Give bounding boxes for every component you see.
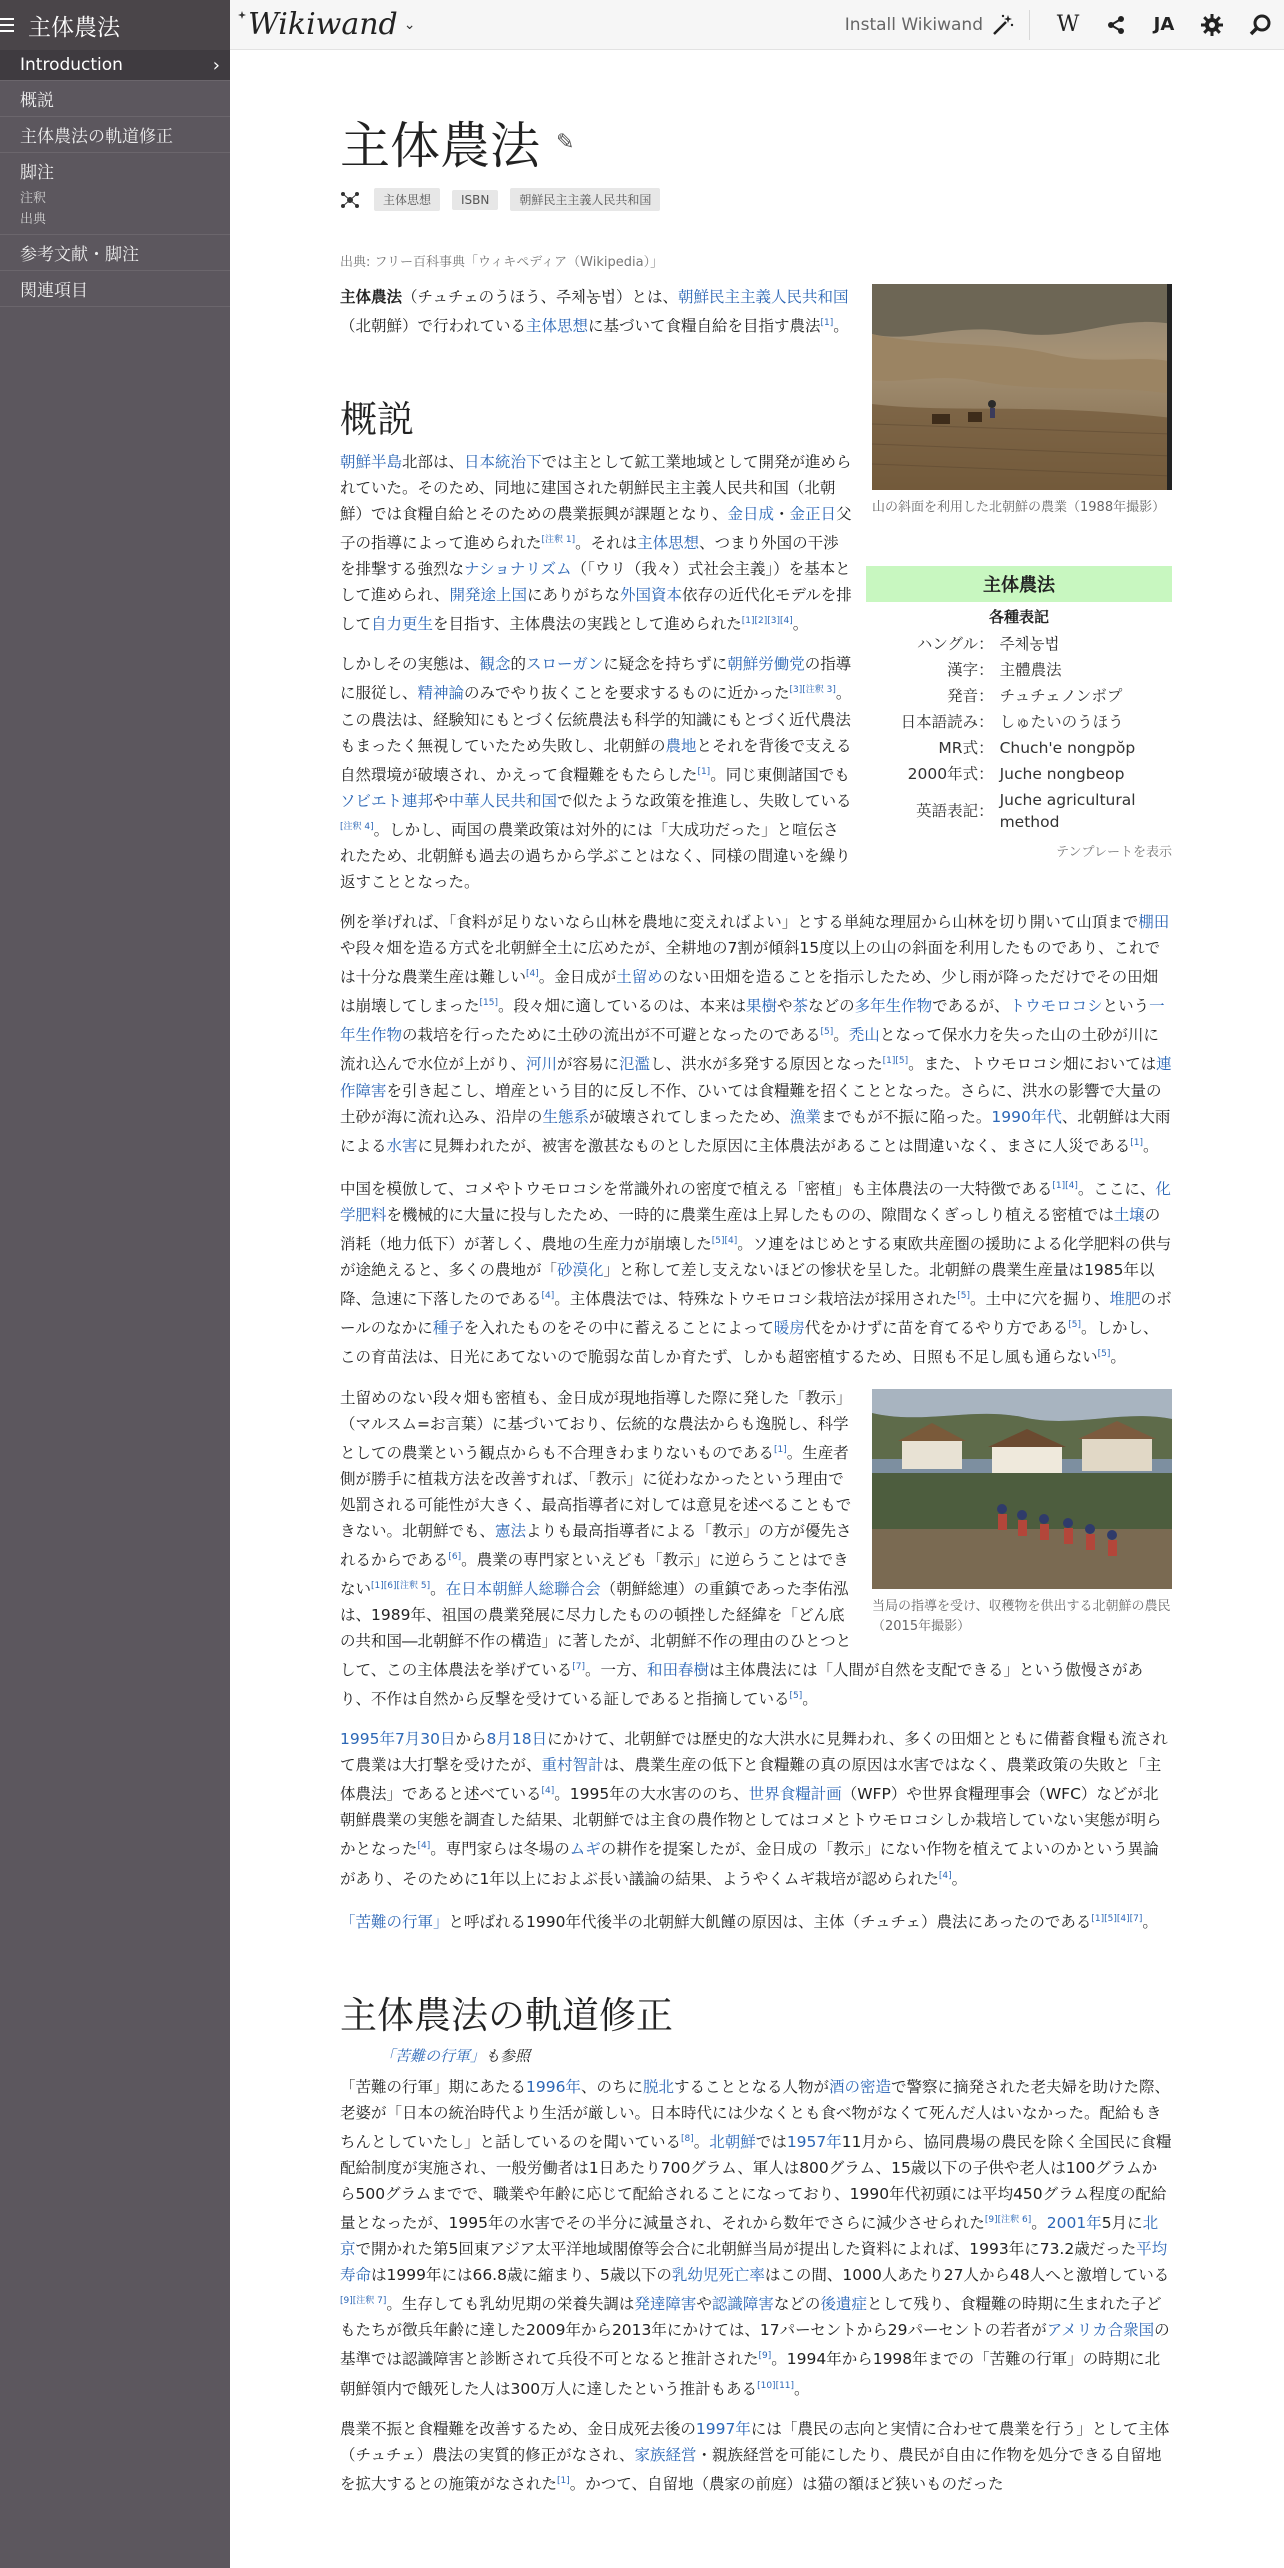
tag-chip[interactable]: 主体思想 xyxy=(374,188,440,211)
infobox-value: 主體農法 xyxy=(999,661,1062,679)
text: 、つまり外国の干渉を排撃する強烈な xyxy=(340,534,839,579)
link[interactable]: 「苦難の行軍」 xyxy=(340,1912,449,1931)
sidebar-title[interactable]: 主体農法 xyxy=(28,14,120,41)
link[interactable]: スローガン xyxy=(526,655,604,674)
page-title-text: 主体農法 xyxy=(340,117,540,175)
infobox-subtitle: 各種表記 xyxy=(988,608,1049,626)
link[interactable]: 認識障害 xyxy=(711,2295,774,2314)
text: 。また、トウモロコシ畑においては xyxy=(908,1055,1157,1074)
link[interactable]: 連作障害 xyxy=(340,1055,1172,1100)
toc-item-related[interactable] xyxy=(0,271,230,307)
text: 。同じ東側諸国でも xyxy=(710,765,850,784)
infobox xyxy=(866,566,1172,860)
paragraph xyxy=(340,1173,1172,1371)
link[interactable]: 金日成 xyxy=(727,505,775,524)
toc-item-overview[interactable] xyxy=(0,81,230,117)
infobox-key: 日本語読み： xyxy=(900,713,994,731)
link[interactable]: 外国資本 xyxy=(619,586,682,605)
link[interactable]: 後遺症 xyxy=(820,2295,867,2314)
link[interactable]: 憲法 xyxy=(495,1521,527,1540)
text: は主体農法には「人間が自然を支配できる」という傲慢さがあり、不作は自然から反撃を受けている証しであると指摘している xyxy=(340,1661,1143,1709)
figure-caption: 山の斜面を利用した北朝鮮の農業（1988年撮影） xyxy=(872,500,1166,515)
see-also-note xyxy=(340,2045,1172,2066)
link[interactable]: 開発途上国 xyxy=(449,586,527,605)
text: （「ウリ（我々）式社会主義」）を基本として進められ、 xyxy=(340,560,851,605)
link[interactable]: 堆肥 xyxy=(1109,1290,1141,1309)
magic-wand-icon xyxy=(991,13,1015,37)
link[interactable]: 1997年 xyxy=(695,2419,751,2438)
sparkle-icon xyxy=(238,4,246,12)
link[interactable]: 中華人民共和国 xyxy=(448,791,558,810)
toc-item-references[interactable] xyxy=(0,235,230,271)
citation[interactable]: [5][4] xyxy=(711,1235,738,1246)
citation[interactable]: [9][注釈 6] xyxy=(984,2215,1032,2226)
text: の基準では認識障害と診断されて兵役不可となると推計された xyxy=(340,2321,1170,2369)
text: 「苦難の行軍」期にあたる xyxy=(340,2077,527,2096)
link[interactable]: 1996年 xyxy=(526,2077,581,2096)
infobox-row xyxy=(866,709,1172,735)
text: 。1995年の大水害ののち、 xyxy=(554,1785,749,1804)
chevron-down-icon[interactable]: ⌄ xyxy=(403,16,416,33)
link[interactable]: 農地 xyxy=(665,736,697,755)
search-icon[interactable] xyxy=(1236,0,1284,50)
tag-chip[interactable]: 朝鮮民主主義人民共和国 xyxy=(510,188,660,211)
citation[interactable]: [3][注釈 3] xyxy=(789,685,836,696)
citation[interactable]: [9][注釈 7] xyxy=(340,2296,387,2307)
link[interactable]: 種子 xyxy=(432,1319,464,1338)
infobox-table xyxy=(866,631,1172,835)
link[interactable]: 1990年代 xyxy=(991,1107,1062,1126)
text: に疑念を持ちずに xyxy=(603,655,728,674)
top-bar xyxy=(230,0,1284,50)
link[interactable]: 主体思想 xyxy=(637,534,700,553)
link[interactable]: 一年生作物 xyxy=(340,997,1165,1045)
text: 。 xyxy=(833,317,849,336)
citation[interactable]: [5] xyxy=(1068,1320,1082,1331)
text: を入れたものをその中に蓄えることによって xyxy=(463,1319,774,1338)
infobox-title: 主体農法 xyxy=(866,566,1172,602)
link[interactable]: 乳幼児死亡率 xyxy=(671,2266,765,2285)
text: 」と称して差し支えないほどの惨状を呈した。北朝鮮の農業生産量は1985年以降、急速に下落したのである xyxy=(340,1261,1155,1309)
text: から xyxy=(455,1730,487,1749)
citation[interactable]: [1] xyxy=(1130,1137,1143,1148)
infobox-row xyxy=(866,735,1172,761)
text: 。土中に穴を掘り、 xyxy=(970,1290,1110,1309)
text: の消耗（地力低下）が著しく、農地の生産力が崩壊した xyxy=(340,1205,1161,1254)
text: 例を挙げれば、「食料が足りないなら山林を農地に変えればよい」とする単純な理屈から山林を切り開いて山頂まで xyxy=(340,912,1139,931)
infobox-key: MR式： xyxy=(938,739,994,757)
text: などの xyxy=(808,997,855,1016)
text: 。 xyxy=(1110,1348,1126,1367)
text: はこの間、1000人あたり27人から48人へと激増している xyxy=(764,2266,1170,2285)
link[interactable]: 平均寿命 xyxy=(340,2240,1168,2285)
citation[interactable]: [1][6][注釈 5] xyxy=(371,1580,431,1591)
text: 中国を模倣して、コメやトウモロコシを常識外れの密度で植える「密植」も主体農法の一大特徴である xyxy=(340,1179,1053,1198)
text: が容易に xyxy=(557,1055,620,1074)
link[interactable]: 1995年7月30日 xyxy=(340,1730,456,1749)
source-note: 出典: フリー百科事典「ウィキペディア（Wikipedia）」 xyxy=(340,255,664,270)
text: を引き起こし、増産という目的に反し不作、ひいては食糧難を招くこととなった。さらに、洪水の影響で大量の土砂が海に流れ込み、沿岸の xyxy=(340,1081,1162,1126)
link[interactable]: 在日本朝鮮人総聯合会 xyxy=(445,1579,601,1598)
text: 。金日成が xyxy=(538,968,617,987)
paragraph xyxy=(340,909,1172,1159)
link[interactable]: 生態系 xyxy=(542,1107,589,1126)
link[interactable]: 棚田 xyxy=(1138,912,1170,931)
citation[interactable]: [6] xyxy=(448,1551,462,1562)
link[interactable]: 発達障害 xyxy=(634,2295,697,2314)
infobox-value: Juche agricultural method xyxy=(999,791,1136,831)
citation[interactable]: [1] xyxy=(820,318,834,328)
table-of-contents xyxy=(0,50,230,307)
section-heading-overview: 概説 xyxy=(340,398,414,442)
text: 。 xyxy=(833,1026,849,1045)
link[interactable]: 氾濫 xyxy=(619,1055,651,1074)
infobox-key: 英語表記： xyxy=(916,802,994,820)
text: という xyxy=(1102,997,1150,1016)
text: 11月から、協同農場の農民を除く全国民に食糧配給制度が実施され、一般労働者は1日あたり700グラム、軍人は800グラム、15歳以下の子供や老人は100グラムから500グラムまでで、職業や年齢に応じて配給されることになっており、1990年代初頭には平均450グラム程度の配給量となったが、1995年の水害でその半分に減量され、それから数年でさらに減少させられた xyxy=(340,2133,1172,2233)
citation[interactable]: [1][5] xyxy=(882,1056,909,1067)
text: 5月に xyxy=(1101,2214,1143,2233)
link[interactable]: ソビエト連邦 xyxy=(340,791,434,810)
infobox-key: ハングル： xyxy=(916,635,994,653)
link[interactable]: ナショナリズム xyxy=(464,560,572,579)
link[interactable]: 和田春樹 xyxy=(646,1661,709,1680)
link[interactable]: 重村智計 xyxy=(541,1756,604,1775)
language-button[interactable]: JA xyxy=(1153,14,1175,35)
citation[interactable]: [9] xyxy=(758,2351,772,2362)
text: 。ソ連をはじめとする東欧共産圏の援助による化学肥料の供与が途絶えると、多くの農地が「 xyxy=(340,1235,1172,1280)
text: 、のちに xyxy=(580,2077,643,2096)
link[interactable]: 朝鮮労働党 xyxy=(727,655,805,674)
show-template-link[interactable]: テンプレートを表示 xyxy=(1056,845,1172,860)
pencil-icon[interactable]: ✎ xyxy=(556,129,575,155)
figure-mountain-farming xyxy=(872,284,1172,518)
link[interactable]: 土壌 xyxy=(1113,1205,1145,1224)
citation[interactable]: [4] xyxy=(526,968,539,979)
text: として残り、食糧難の時期に生まれた子どもたちが徴兵年齢に達した2009年から2013年にかけては、17パーセントから29パーセントの若者が xyxy=(340,2295,1162,2340)
link[interactable]: 北京 xyxy=(340,2214,1159,2259)
gear-icon[interactable] xyxy=(1188,0,1236,50)
text: で警察に摘発された老夫婦を助けた際、老婆が「日本の統治時代より生活が厳しい。日本時代には少なくとも食べ物がなくて死んだ人はいなかった。配給もきちんとしていたし」と話しているのを聞いている xyxy=(340,2077,1171,2152)
text: や xyxy=(777,997,793,1016)
text: ・ xyxy=(774,505,790,524)
text: （朝鮮総連）の重鎮であった李佑泓は、1989年、祖国の農業発展に尽力したものの頓挫した経緯を「どん底の共和国―北朝鮮不作の構造」に著したが、北朝鮮不作の理由のひとつとして、この主体農法を挙げている xyxy=(340,1579,852,1680)
link[interactable]: 土留め xyxy=(616,968,663,987)
text: の指導に服従し、 xyxy=(340,655,852,703)
network-icon[interactable] xyxy=(340,190,360,210)
infobox-value: チュチェノンボプ xyxy=(999,687,1123,705)
figure-farmers xyxy=(872,1389,1172,1637)
infobox-key: 漢字： xyxy=(947,661,994,679)
infobox-value: しゅたいのうほう xyxy=(999,713,1124,731)
sidebar xyxy=(0,0,230,2568)
text: ・親族経営を可能にしたり、農民が自由に作物を処分できる自留地を拡大するとの施策がなされた xyxy=(340,2445,1162,2493)
link[interactable]: 主体思想 xyxy=(526,317,589,336)
citation[interactable]: [15] xyxy=(479,998,498,1009)
toc-subitem-sources[interactable]: 出典 xyxy=(20,212,47,227)
text: までもが不振に陥った。 xyxy=(820,1107,992,1126)
text: 。 xyxy=(802,1690,818,1709)
toc-item-label: 脚注 xyxy=(20,163,54,183)
link[interactable]: 化学肥料 xyxy=(340,1179,1171,1224)
link[interactable]: 漁業 xyxy=(789,1107,821,1126)
menu-icon[interactable] xyxy=(0,15,22,35)
citation[interactable]: [1] xyxy=(557,2475,570,2486)
text: とそれを背後で支える自然環境が破壊され、かえって食糧難をもたらした xyxy=(340,736,852,784)
text: 。段々畑に適しているのは、本来は xyxy=(498,997,747,1016)
text: 。この農法は、経験知にもとづく伝統農法も科学的知識にもとづく近代農法もまったく無視していたため失敗し、北朝鮮の xyxy=(340,684,852,755)
text: 。 xyxy=(792,615,809,634)
text: を機械的に大量に投与したため、一時的に農業生産は上昇したものの、隙間なくぎっしり植える密植では xyxy=(386,1205,1114,1224)
text: 農業不振と食糧難を改善するため、金日成死去後の xyxy=(340,2419,696,2438)
bold-term: 主体農法 xyxy=(340,288,403,306)
section-heading-correction: 主体農法の軌道修正 xyxy=(340,1993,673,2037)
install-label: Install Wikiwand xyxy=(844,14,983,35)
text: 的 xyxy=(510,655,527,674)
text: は1999年には66.8歳に縮まり、5歳以下の xyxy=(371,2266,672,2285)
link[interactable]: 世界食糧計画 xyxy=(748,1785,842,1804)
photo-mountain-slope-farming[interactable] xyxy=(872,284,1172,490)
text: よりも最高指導者による「教示」の方が優先されるからである xyxy=(340,1521,852,1569)
text: 依存の近代化モデルを排して xyxy=(340,586,852,634)
citation[interactable]: [5] xyxy=(789,1691,803,1702)
text: 。1994年から1998年までの「苦難の行軍」の時期に北朝鮮領内で餓死した人は300万人に達したという推計もある xyxy=(340,2350,1161,2398)
text: 土留めのない段々畑も密植も、金日成が現地指導した際に発した「教示」（マルスム=お言葉）に基づいており、伝統的な農法からも逸脱し、科学としての農業という観点からも不合理きわまりないものである xyxy=(340,1388,852,1462)
citation[interactable]: [8] xyxy=(681,2133,694,2144)
link[interactable]: アメリカ合衆国 xyxy=(1046,2321,1155,2340)
text: 。しかし、両国の農業政策は対外的には「大成功だった」と喧伝されたため、北朝鮮も過去の過ちから学ぶことはなく、同様の間違いを繰り返すこととなった。 xyxy=(340,820,851,891)
text: 。ここに、 xyxy=(1077,1179,1156,1198)
link[interactable]: 朝鮮民主主義人民共和国 xyxy=(677,288,849,306)
sidebar-header xyxy=(0,0,230,50)
text: 父子の指導によって進められた xyxy=(340,505,852,553)
citation[interactable]: [5] xyxy=(820,1027,834,1038)
link[interactable]: 8月18日 xyxy=(486,1730,548,1749)
citation[interactable]: [注釈 1] xyxy=(541,535,576,546)
link[interactable]: 朝鮮半島 xyxy=(340,453,403,472)
text: 北部は、 xyxy=(402,453,465,472)
link[interactable]: トウモロコシ xyxy=(1009,997,1103,1016)
text: などの xyxy=(773,2295,821,2314)
citation[interactable]: [10][11] xyxy=(757,2380,795,2391)
infobox-key: 発音： xyxy=(947,687,994,705)
text: では xyxy=(755,2133,787,2152)
paragraph xyxy=(340,1726,1172,1891)
share-icon[interactable] xyxy=(1092,0,1140,50)
text: となって保水力を失った山の土砂が川に流れ込んで水位が上がり、 xyxy=(340,1026,1159,1074)
toc-item-label: 概説 xyxy=(20,91,54,111)
text: 。 xyxy=(1031,2214,1047,2233)
citation[interactable]: [注釈 4] xyxy=(340,821,374,832)
link[interactable]: ムギ xyxy=(569,1840,601,1859)
citation[interactable]: [5] xyxy=(957,1291,971,1302)
text: の耕作を提案したが、金日成の「教示」にない作物を植えてよいのかという異論があり、そのために1年以上におよぶ長い議論の結果、ようやくムギ栽培が認められた xyxy=(340,1840,1159,1888)
link[interactable]: 水害 xyxy=(386,1136,418,1155)
text: であるが、 xyxy=(932,997,1010,1016)
infobox-row xyxy=(866,683,1172,709)
text: で開かれた第5回東アジア太平洋地域閣僚等会合に北朝鮮当局が提出した資料によれば、1993年に73.2歳だった xyxy=(355,2240,1137,2259)
citation[interactable]: [4] xyxy=(417,1841,431,1852)
toc-item-correction[interactable] xyxy=(0,117,230,153)
text: や段々畑を造る方式を北朝鮮全土に広めたが、全耕地の7割が傾斜15度以上の山の斜面を利用したものであり、これでは十分な農業生産は難しい xyxy=(340,938,1161,987)
text: や xyxy=(433,791,449,810)
link[interactable]: 自力更生 xyxy=(371,615,434,634)
link[interactable]: 禿山 xyxy=(848,1026,880,1045)
text: 。 xyxy=(1142,1912,1158,1931)
photo-farmers-harvest[interactable] xyxy=(872,1389,1172,1589)
citation[interactable]: [1][5][4][7] xyxy=(1091,1913,1143,1924)
link[interactable]: 2001年 xyxy=(1046,2214,1102,2233)
text: （WFP）や世界食糧理事会（WFC）などが北朝鮮農業の実態を調査した結果、北朝鮮では主食の農作物としてはコメとトウモロコシしか栽培していない実態が明らかとなった xyxy=(340,1785,1162,1859)
link[interactable]: 日本統治下 xyxy=(464,453,542,472)
wikiwand-logo[interactable]: Wikiwand xyxy=(248,7,398,42)
text: 、北朝鮮は大雨による xyxy=(340,1107,1171,1155)
toc-item-label: 参考文献・脚注 xyxy=(20,245,139,265)
toc-subitem-annotations[interactable]: 注釈 xyxy=(20,191,47,206)
text: 。 xyxy=(794,2379,810,2398)
page-title xyxy=(340,106,1172,178)
toc-item-label: 関連項目 xyxy=(20,281,88,301)
citation[interactable]: [1] xyxy=(697,766,711,777)
link[interactable]: 金正日 xyxy=(789,505,837,524)
toc-item-introduction[interactable] xyxy=(0,50,230,81)
toc-item-notes[interactable] xyxy=(0,153,230,188)
citation[interactable]: [1][4] xyxy=(1052,1180,1078,1191)
divider xyxy=(1029,10,1030,40)
text: 。一方、 xyxy=(584,1661,647,1680)
right-sidebar xyxy=(872,284,1172,860)
wikipedia-icon[interactable]: W xyxy=(1056,12,1080,37)
link[interactable]: 茶 xyxy=(792,997,809,1016)
link[interactable]: 河川 xyxy=(526,1055,558,1074)
infobox-value: Juche nongbeop xyxy=(999,765,1125,783)
text: することとなる人物が xyxy=(674,2077,830,2096)
text: に基づいて食糧自給を目指す農法 xyxy=(588,317,821,336)
toc-item-label: 主体農法の軌道修正 xyxy=(20,127,173,147)
paragraph xyxy=(340,1906,1172,1935)
text: 。生産者側が勝手に植栽方法を改善すれば、「教示」に従わなかったという理由で処罰される可能性が大きく、最高指導者に対しては意見を述べることもできない。北朝鮮でも、 xyxy=(340,1443,852,1540)
text: や xyxy=(696,2295,712,2314)
text: にありがちな xyxy=(526,586,620,605)
figure-caption: 当局の指導を受け、収穫物を供出する北朝鮮の農民（2015年撮影） xyxy=(872,1598,1171,1634)
text: 。 xyxy=(951,1869,968,1888)
citation[interactable]: [4] xyxy=(541,1786,555,1797)
link[interactable]: 暖房 xyxy=(773,1319,805,1338)
link[interactable]: 北朝鮮 xyxy=(709,2133,756,2152)
text: 。生存しても乳幼児期の栄養失調は xyxy=(386,2295,635,2314)
link[interactable]: 酒の密造 xyxy=(829,2077,892,2096)
infobox-row xyxy=(866,787,1172,835)
install-wikiwand-button[interactable] xyxy=(845,13,1015,37)
link[interactable]: 脱北 xyxy=(642,2077,674,2096)
see-also-link[interactable]: 「苦難の行軍」 xyxy=(380,2046,486,2065)
citation[interactable]: [7] xyxy=(572,1661,585,1672)
link[interactable]: 1957年 xyxy=(786,2133,842,2152)
category-tags xyxy=(340,188,1172,211)
toc-item-label: Introduction xyxy=(20,55,123,75)
tag-chip[interactable]: ISBN xyxy=(452,190,498,210)
text: 代をかけずに苗を育てるやり方である xyxy=(804,1319,1069,1338)
text: 。しかし、この育苗法は、日光にあてないので脆弱な苗しか育たず、しかも超密植するため、日照も不足し風も通らない xyxy=(340,1319,1159,1367)
text: で似たような政策を推進し、失敗している xyxy=(557,791,852,810)
text: のない田畑を造ることを指示したため、少し雨が降っただけでその田畑は崩壊してしまった xyxy=(340,968,1159,1016)
chevron-right-icon: › xyxy=(212,55,220,76)
text: 。それは xyxy=(575,534,638,553)
text: しかしその実態は、 xyxy=(340,655,480,674)
infobox-row xyxy=(866,657,1172,683)
infobox-value: Chuch'e nongpŏp xyxy=(999,739,1136,757)
citation[interactable]: [4] xyxy=(938,1870,952,1881)
text: し、洪水が多発する原因となった xyxy=(650,1055,883,1074)
text: にかけて、北朝鮮では歴史的な大洪水に見舞われ、多くの田畑とともに備蓄食糧も流されて農業は大打撃を受けたが、 xyxy=(340,1730,1168,1775)
text: （北朝鮮）で行われている xyxy=(340,317,527,336)
text: も参照 xyxy=(485,2046,531,2065)
text: 。かつて、自留地（農家の前庭）は猫の額ほど狭いものだった xyxy=(569,2474,1004,2493)
text: 。専門家らは冬場の xyxy=(430,1840,570,1859)
link[interactable]: 多年生作物 xyxy=(854,997,933,1016)
citation[interactable]: [4] xyxy=(541,1291,555,1302)
text: を目指す、主体農法の実践として進められた xyxy=(433,615,742,634)
text: に見舞われたが、被害を激甚なものとした原因に主体農法があることは間違いなく、まさに人災である xyxy=(417,1136,1131,1155)
text: 。 xyxy=(430,1579,446,1598)
infobox-value: 주체농법 xyxy=(999,635,1060,653)
citation[interactable]: [1] xyxy=(774,1444,787,1455)
text: と呼ばれる1990年代後半の北朝鮮大飢饉の原因は、主体（チュチェ）農法にあったのである xyxy=(448,1912,1092,1931)
infobox-key: 2000年式： xyxy=(907,765,994,783)
citation[interactable]: [1][2][3][4] xyxy=(741,616,793,627)
link[interactable]: 家族経営 xyxy=(634,2445,697,2464)
text: のボールのなかに xyxy=(340,1290,1172,1338)
citation[interactable]: [5] xyxy=(1097,1349,1111,1360)
text: は、農業生産の低下と食糧難の真の原因は水害ではなく、農業政策の失敗と「主体農法」であると述べている xyxy=(340,1756,1162,1804)
text: では主として鉱工業地域として開発が進められていた。そのため、同地に建国された朝鮮民主主義人民共和国（北朝鮮）では食糧自給とそのための農業振興が課題となり、 xyxy=(340,453,852,524)
infobox-row xyxy=(866,631,1172,657)
link[interactable]: 精神論 xyxy=(417,684,465,703)
paragraph xyxy=(340,2074,1172,2402)
toc-group-notes xyxy=(0,153,230,235)
text: には「農民の志向と実情に合わせて農業を行う」として主体（チュチェ）農法の実質的修正がなされ、 xyxy=(340,2419,1170,2464)
paragraph xyxy=(340,2416,1172,2497)
link[interactable]: 観念 xyxy=(479,655,511,674)
link[interactable]: 果樹 xyxy=(746,997,778,1016)
text: （チュチェのうほう、주체농법）とは、 xyxy=(402,288,678,306)
infobox-row xyxy=(866,761,1172,787)
text: 。農業の専門家といえども「教示」に逆らうことはできない xyxy=(340,1550,849,1598)
text: 。主体農法では、特殊なトウモロコシ栽培法が採用された xyxy=(554,1290,958,1309)
text: 。 xyxy=(1142,1136,1159,1155)
article xyxy=(340,50,1172,2497)
text: 。 xyxy=(693,2133,710,2152)
link[interactable]: 砂漠化 xyxy=(557,1261,604,1280)
text: が破壊されてしまったため、 xyxy=(588,1107,790,1126)
text: の栽培を行ったために土砂の流出が不可避となったのである xyxy=(402,1026,821,1045)
text: のみでやり抜くことを要求するものに近かった xyxy=(464,684,790,703)
